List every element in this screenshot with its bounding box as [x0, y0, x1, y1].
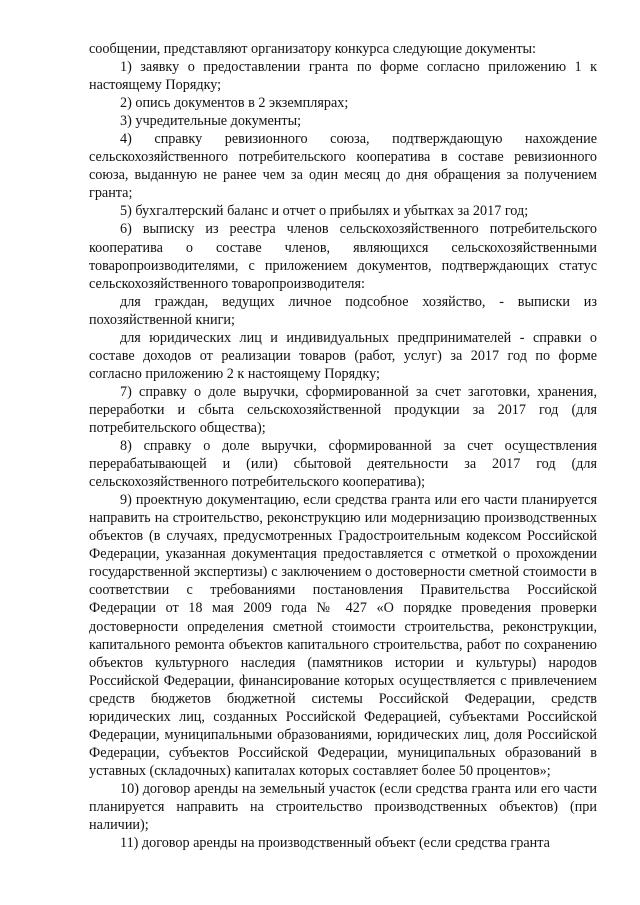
sub-item-legal-entities: для юридических лиц и индивидуальных предпринимателей - справки о составе доходов от реализации товаров (работ, услуг) за 2017 год по форме согласно приложению 2 к настоящему Порядку; — [89, 329, 597, 382]
list-item-11: 11) договор аренды на производственный объект (если средства гранта — [120, 835, 550, 852]
list-item-2: 2) опись документов в 2 экземплярах; — [120, 95, 349, 112]
list-item-5: 5) бухгалтерский баланс и отчет о прибылях и убытках за 2017 год; — [120, 203, 529, 220]
intro-paragraph: сообщении, представляют организатору конкурса следующие документы: — [89, 41, 536, 57]
list-item-8: 8) справку о доле выручки, сформированной за счет осуществления перерабатывающей и (или) сбытовой деятельности за 2017 год (для сельскохозяйственного потребительского кооператива); — [89, 438, 597, 491]
list-item-1: 1) заявку о предоставлении гранта по форме согласно приложению 1 к настоящему Порядку; — [89, 59, 597, 94]
list-item-6: 6) выписку из реестра членов сельскохозяйственного потребительского кооператива о составе членов, являющихся сельскохозяйственными товаропроизводителями, с приложением документов, подтверждающих статус сельскохозяйственного товаропроизводителя: — [89, 221, 597, 292]
list-item-10: 10) договор аренды на земельный участок (если средства гранта или его части планируется направить на строительство производственных объектов) (при наличии); — [89, 780, 597, 834]
sub-item-citizens: для граждан, ведущих личное подсобное хозяйство, - выписки из похозяйственной книги; — [89, 293, 597, 328]
list-item-4: 4) справку ревизионного союза, подтверждающую нахождение сельскохозяйственного потребительского кооператива в составе ревизионного союза, выданную не ранее чем за один месяц до дня обращения за получением гранта; — [89, 131, 597, 202]
document-body — [89, 40, 597, 852]
list-item-9: 9) проектную документацию, если средства гранта или его части планируется направить на строительство, реконструкцию или модернизацию производственных объектов (в случаях, предусмотренных Градостроительным кодексом Российской Федерации, указанная документация предоставляется с отметкой о прохождении государственной экспертизы) с заключением о достоверности сметной стоимости в соответствии с требованиями постановления Правительства Российской Федерации от 18 мая 2009 года № 427 «О порядке проведения проверки достоверности определения сметной стоимости строительства, реконструкции, капитального ремонта объектов капитального строительства, работ по сохранению объектов культурного наследия (памятников истории и культуры) народов Российской Федерации, финансирование которых осуществляется с привлечением средств бюджетов бюджетной системы Российской Федерации, средств юридических лиц, созданных Российской Федерацией, субъектами Российской Федерации, муниципальными образованиями, юридических лиц, доля Российской Федерации, субъектов Российской Федерации, муниципальных образований в уставных (складочных) капиталах которых составляет более 50 процентов»; — [89, 492, 597, 779]
list-item-3: 3) учредительные документы; — [120, 113, 302, 130]
list-item-7: 7) справку о доле выручки, сформированной за счет заготовки, хранения, переработки и сбыта сельскохозяйственной продукции за 2017 год (для потребительского общества); — [89, 383, 597, 436]
